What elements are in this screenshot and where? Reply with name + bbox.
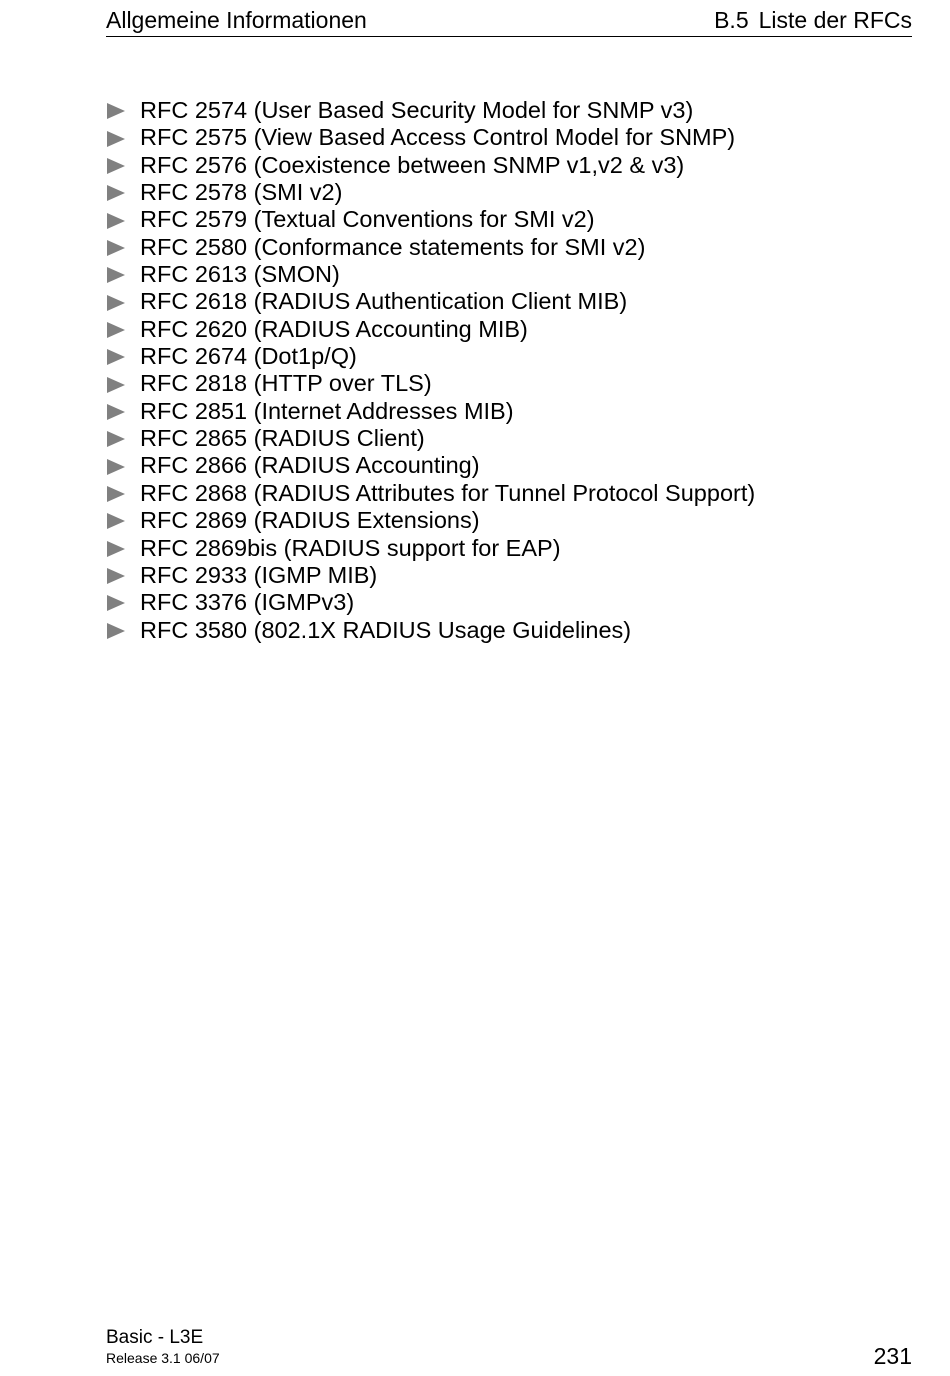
- list-item: [106, 179, 755, 206]
- triangle-right-icon: [106, 207, 140, 234]
- rfc-entry-text: RFC 2933 (IGMP MIB): [140, 561, 378, 588]
- page-number: 231: [873, 1343, 912, 1369]
- list-item: [106, 316, 755, 343]
- section-title: Liste der RFCs: [758, 7, 912, 33]
- rfc-entry-text: RFC 2578 (SMI v2): [140, 179, 343, 206]
- rfc-entry-text: RFC 2579 (Textual Conventions for SMI v2): [140, 206, 595, 233]
- rfc-entry-text: RFC 2576 (Coexistence between SNMP v1,v2 & v3): [140, 151, 685, 178]
- triangle-right-icon: [106, 535, 140, 562]
- triangle-right-icon: [106, 425, 140, 452]
- triangle-right-icon: [106, 480, 140, 507]
- triangle-right-icon: [106, 343, 140, 370]
- list-item: [106, 288, 755, 315]
- list-item: [106, 589, 755, 616]
- list-item: [106, 261, 755, 288]
- triangle-right-icon: [106, 371, 140, 398]
- section-number: B.5: [714, 7, 749, 33]
- list-item: [106, 425, 755, 452]
- triangle-right-icon: [106, 152, 140, 179]
- rfc-entry-text: RFC 2818 (HTTP over TLS): [140, 370, 432, 397]
- rfc-entry-text: RFC 2580 (Conformance statements for SMI v2): [140, 233, 646, 260]
- triangle-right-icon: [106, 261, 140, 288]
- list-item: [106, 562, 755, 589]
- triangle-right-icon: [106, 562, 140, 589]
- list-item: [106, 370, 755, 397]
- list-item: [106, 617, 755, 644]
- footer-release: Release 3.1 06/07: [106, 1350, 220, 1366]
- list-item: [106, 206, 755, 233]
- rfc-entry-text: RFC 2869bis (RADIUS support for EAP): [140, 534, 561, 561]
- triangle-right-icon: [106, 125, 140, 152]
- rfc-entry-text: RFC 2613 (SMON): [140, 261, 340, 288]
- triangle-right-icon: [106, 453, 140, 480]
- list-item: [106, 480, 755, 507]
- triangle-right-icon: [106, 234, 140, 261]
- list-item: [106, 234, 755, 261]
- triangle-right-icon: [106, 316, 140, 343]
- rfc-list: [106, 97, 755, 644]
- rfc-entry-text: RFC 3580 (802.1X RADIUS Usage Guidelines): [140, 616, 632, 643]
- list-item: [106, 507, 755, 534]
- triangle-right-icon: [106, 507, 140, 534]
- rfc-entry-text: RFC 2620 (RADIUS Accounting MIB): [140, 315, 528, 342]
- rfc-entry-text: RFC 2674 (Dot1p/Q): [140, 343, 357, 370]
- triangle-right-icon: [106, 398, 140, 425]
- rfc-entry-text: RFC 2575 (View Based Access Control Model for SNMP): [140, 124, 736, 151]
- page-header: [106, 6, 912, 37]
- list-item: [106, 452, 755, 479]
- triangle-right-icon: [106, 589, 140, 616]
- triangle-right-icon: [106, 617, 140, 644]
- list-item: [106, 343, 755, 370]
- triangle-right-icon: [106, 97, 140, 124]
- rfc-entry-text: RFC 2851 (Internet Addresses MIB): [140, 397, 514, 424]
- triangle-right-icon: [106, 289, 140, 316]
- list-item: [106, 152, 755, 179]
- list-item: [106, 97, 755, 124]
- list-item: [106, 124, 755, 151]
- list-item: [106, 535, 755, 562]
- footer-product: Basic - L3E: [106, 1327, 204, 1348]
- rfc-entry-text: RFC 2869 (RADIUS Extensions): [140, 507, 480, 534]
- rfc-entry-text: RFC 2868 (RADIUS Attributes for Tunnel Protocol Support): [140, 479, 756, 506]
- triangle-right-icon: [106, 179, 140, 206]
- chapter-title: Allgemeine Informationen: [106, 7, 367, 33]
- rfc-entry-text: RFC 3376 (IGMPv3): [140, 589, 355, 616]
- list-item: [106, 398, 755, 425]
- footer-info: [106, 1328, 220, 1366]
- rfc-entry-text: RFC 2574 (User Based Security Model for SNMP v3): [140, 97, 694, 123]
- rfc-entry-text: RFC 2866 (RADIUS Accounting): [140, 452, 480, 479]
- rfc-entry-text: RFC 2618 (RADIUS Authentication Client MIB): [140, 288, 628, 315]
- section-heading: [714, 6, 912, 34]
- rfc-entry-text: RFC 2865 (RADIUS Client): [140, 425, 425, 452]
